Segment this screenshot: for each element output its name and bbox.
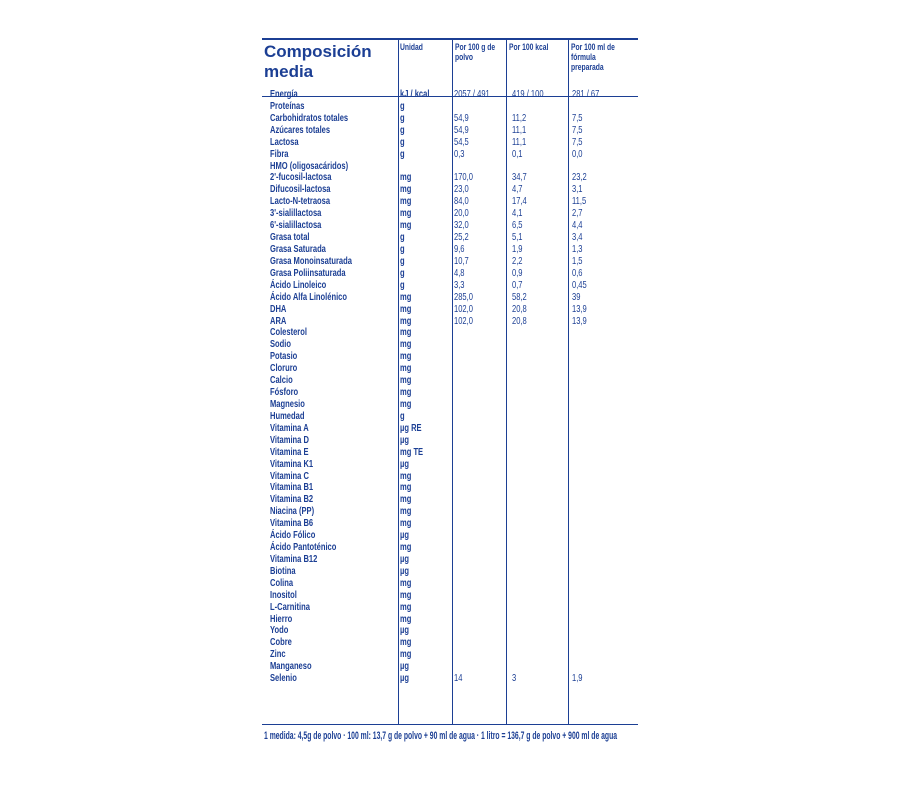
unit-cell: mg <box>400 326 412 339</box>
nutrition-table <box>262 38 638 760</box>
unit-cell: mg <box>400 386 412 399</box>
per-100ml-cell: 4,4 <box>572 219 583 232</box>
unit-cell: g <box>400 242 405 255</box>
nutrient-name: Hierro <box>270 612 293 625</box>
table-row <box>262 459 638 471</box>
per-100kcal-cell: 11,2 <box>512 111 527 124</box>
column-header-per-100ml: Por 100 ml de fórmula preparada <box>571 42 615 72</box>
unit-cell: mg <box>400 195 412 208</box>
per-100kcal-cell: 11,1 <box>512 135 527 148</box>
per-100g-cell: 23,0 <box>454 183 469 196</box>
table-row <box>262 590 638 602</box>
unit-cell: kJ / kcal <box>400 88 430 100</box>
nutrient-name: Vitamina B2 <box>270 493 314 506</box>
unit-cell: g <box>400 123 405 136</box>
table-row <box>262 602 638 614</box>
per-100ml-cell: 1,9 <box>572 672 583 685</box>
unit-cell: mg <box>400 612 412 625</box>
table-row <box>262 637 638 649</box>
table-body <box>262 89 638 685</box>
nutrient-name: Lacto-N-tetraosa <box>270 195 331 208</box>
unit-cell: mg <box>400 600 412 613</box>
nutrient-name: Lactosa <box>270 135 299 148</box>
nutrient-name: Azúcares totales <box>270 123 331 136</box>
table-row <box>262 649 638 661</box>
per-100ml-cell: 7,5 <box>572 135 583 148</box>
per-100ml-cell: 23,2 <box>572 171 587 184</box>
nutrient-name: Inositol <box>270 588 297 601</box>
unit-cell: mg <box>400 541 412 554</box>
nutrient-name: Potasio <box>270 350 298 363</box>
per-100g-cell: 4,8 <box>454 266 465 279</box>
nutrient-name: Cobre <box>270 636 292 649</box>
nutrient-name: Colesterol <box>270 326 307 339</box>
table-row <box>262 494 638 506</box>
unit-cell: mg <box>400 576 412 589</box>
unit-cell: mg <box>400 350 412 363</box>
per-100ml-cell: 0,45 <box>572 278 587 291</box>
nutrient-name: L-Carnitina <box>270 600 310 613</box>
nutrient-name: Yodo <box>270 624 289 637</box>
table-row <box>262 351 638 363</box>
unit-cell: mg <box>400 374 412 387</box>
unit-cell: mg <box>400 493 412 506</box>
unit-cell: µg <box>400 672 409 685</box>
per-100kcal-cell: 58,2 <box>512 290 527 303</box>
table-row <box>262 423 638 435</box>
per-100kcal-cell: 5,1 <box>512 231 523 244</box>
unit-cell: mg <box>400 517 412 530</box>
nutrient-name: ARA <box>270 314 287 327</box>
unit-cell: mg <box>400 207 412 220</box>
nutrient-name: Zinc <box>270 648 286 661</box>
unit-cell: µg <box>400 564 409 577</box>
nutrient-name: Humedad <box>270 409 305 422</box>
top-rule <box>262 38 638 40</box>
table-row <box>262 518 638 530</box>
nutrient-name: Vitamina A <box>270 421 309 434</box>
unit-cell: µg RE <box>400 421 422 434</box>
per-100kcal-cell: 0,1 <box>512 147 523 160</box>
per-100g-cell: 170,0 <box>454 171 473 184</box>
per-100g-cell: 54,5 <box>454 135 469 148</box>
per-100g-cell: 2057 / 491 <box>454 88 490 100</box>
per-100ml-cell: 3,4 <box>572 231 583 244</box>
table-row <box>262 614 638 626</box>
column-header-per-100g: Por 100 g de polvo <box>455 42 496 62</box>
nutrient-name: Colina <box>270 576 294 589</box>
table-row <box>262 578 638 590</box>
nutrient-name: 6'-sialillactosa <box>270 219 322 232</box>
table-row <box>262 542 638 554</box>
nutrient-name: Vitamina B12 <box>270 552 318 565</box>
per-100g-cell: 9,6 <box>454 242 465 255</box>
unit-cell: mg <box>400 362 412 375</box>
column-header-per-100kcal: Por 100 kcal <box>509 42 549 52</box>
table-row <box>262 363 638 375</box>
unit-cell: µg <box>400 624 409 637</box>
table-row <box>262 482 638 494</box>
per-100g-cell: 10,7 <box>454 254 469 267</box>
per-100g-cell: 3,3 <box>454 278 465 291</box>
nutrient-name: 3'-sialillactosa <box>270 207 322 220</box>
nutrient-name: Manganeso <box>270 660 312 673</box>
per-100ml-cell: 39 <box>572 290 581 303</box>
per-100ml-cell: 0,6 <box>572 266 583 279</box>
table-row <box>262 447 638 459</box>
nutrient-name: Grasa Saturada <box>270 242 326 255</box>
nutrient-name: Sodio <box>270 338 292 351</box>
column-header-unit: Unidad <box>400 42 423 52</box>
nutrient-name: Vitamina E <box>270 445 309 458</box>
unit-cell: mg <box>400 302 412 315</box>
unit-cell: g <box>400 254 405 267</box>
nutrient-name: Grasa Monoinsaturada <box>270 254 352 267</box>
per-100kcal-cell: 34,7 <box>512 171 527 184</box>
unit-cell: g <box>400 409 405 422</box>
per-100kcal-cell: 6,5 <box>512 219 523 232</box>
per-100g-cell: 54,9 <box>454 111 469 124</box>
nutrient-name: Selenio <box>270 672 297 685</box>
unit-cell: mg <box>400 219 412 232</box>
per-100ml-cell: 11,5 <box>572 195 587 208</box>
unit-cell: mg <box>400 171 412 184</box>
per-100ml-cell: 2,7 <box>572 207 583 220</box>
table-row <box>262 566 638 578</box>
per-100kcal-cell: 20,8 <box>512 314 527 327</box>
unit-cell: mg <box>400 481 412 494</box>
table-title: Composición media <box>264 42 372 81</box>
nutrient-name: Ácido Linoleico <box>270 278 327 291</box>
per-100kcal-cell: 20,8 <box>512 302 527 315</box>
nutrient-name: Ácido Pantoténico <box>270 541 337 554</box>
per-100kcal-cell: 419 / 100 <box>512 88 544 100</box>
per-100ml-cell: 3,1 <box>572 183 583 196</box>
per-100kcal-cell: 2,2 <box>512 254 523 267</box>
table-row <box>262 316 638 328</box>
per-100kcal-cell: 1,9 <box>512 242 523 255</box>
per-100ml-cell: 281 / 67 <box>572 88 600 100</box>
table-row <box>262 673 638 685</box>
nutrient-name: Proteínas <box>270 99 305 112</box>
per-100ml-cell: 7,5 <box>572 111 583 124</box>
unit-cell: mg <box>400 505 412 518</box>
nutrient-name: Ácido Alfa Linolénico <box>270 290 348 303</box>
unit-cell: g <box>400 278 405 291</box>
unit-cell: g <box>400 99 405 112</box>
table-row <box>262 327 638 339</box>
unit-cell: g <box>400 231 405 244</box>
nutrient-name: HMO (oligosacáridos) <box>270 159 349 172</box>
per-100g-cell: 54,9 <box>454 123 469 136</box>
unit-cell: mg <box>400 314 412 327</box>
nutrient-name: Vitamina K1 <box>270 457 314 470</box>
per-100kcal-cell: 0,9 <box>512 266 523 279</box>
table-row <box>262 625 638 637</box>
nutrient-name: 2'-fucosil-lactosa <box>270 171 332 184</box>
per-100g-cell: 84,0 <box>454 195 469 208</box>
unit-cell: g <box>400 147 405 160</box>
unit-cell: mg TE <box>400 445 424 458</box>
nutrient-name: Magnesio <box>270 397 305 410</box>
nutrient-name: Difucosil-lactosa <box>270 183 331 196</box>
table-row <box>262 387 638 399</box>
per-100ml-cell: 1,3 <box>572 242 583 255</box>
nutrient-name: Grasa Poliinsaturada <box>270 266 346 279</box>
per-100g-cell: 20,0 <box>454 207 469 220</box>
per-100g-cell: 102,0 <box>454 314 473 327</box>
per-100kcal-cell: 4,1 <box>512 207 523 220</box>
nutrient-name: Energía <box>270 88 298 100</box>
nutrient-name: Cloruro <box>270 362 298 375</box>
per-100ml-cell: 7,5 <box>572 123 583 136</box>
per-100ml-cell: 13,9 <box>572 302 587 315</box>
nutrient-name: Vitamina B6 <box>270 517 314 530</box>
unit-cell: mg <box>400 648 412 661</box>
per-100ml-cell: 0,0 <box>572 147 583 160</box>
unit-cell: µg <box>400 457 409 470</box>
unit-cell: mg <box>400 636 412 649</box>
nutrient-name: Grasa total <box>270 231 310 244</box>
nutrient-name: Fósforo <box>270 386 299 399</box>
per-100ml-cell: 1,5 <box>572 254 583 267</box>
unit-cell: g <box>400 135 405 148</box>
unit-cell: g <box>400 111 405 124</box>
table-row <box>262 89 638 101</box>
table-row <box>262 471 638 483</box>
per-100kcal-cell: 0,7 <box>512 278 523 291</box>
unit-cell: mg <box>400 338 412 351</box>
unit-cell: mg <box>400 469 412 482</box>
per-100kcal-cell: 11,1 <box>512 123 527 136</box>
unit-cell: mg <box>400 183 412 196</box>
table-row <box>262 411 638 423</box>
nutrient-name: Niacina (PP) <box>270 505 315 518</box>
unit-cell: mg <box>400 397 412 410</box>
per-100kcal-cell: 4,7 <box>512 183 523 196</box>
table-row <box>262 554 638 566</box>
unit-cell: µg <box>400 552 409 565</box>
per-100g-cell: 285,0 <box>454 290 473 303</box>
per-100kcal-cell: 17,4 <box>512 195 527 208</box>
per-100ml-cell: 13,9 <box>572 314 587 327</box>
per-100g-cell: 102,0 <box>454 302 473 315</box>
unit-cell: µg <box>400 660 409 673</box>
nutrient-name: Vitamina C <box>270 469 309 482</box>
unit-cell: µg <box>400 529 409 542</box>
nutrient-name: Fibra <box>270 147 289 160</box>
unit-cell: µg <box>400 433 409 446</box>
unit-cell: mg <box>400 290 412 303</box>
nutrient-name: Ácido Fólico <box>270 529 316 542</box>
table-row <box>262 399 638 411</box>
footer-note: 1 medida: 4,5g de polvo · 100 ml: 13,7 g de polvo + 90 ml de agua · 1 litro = 136,7 g de polvo + 900 ml de agua <box>264 730 618 742</box>
per-100g-cell: 14 <box>454 672 463 685</box>
table-row <box>262 506 638 518</box>
unit-cell: g <box>400 266 405 279</box>
nutrient-name: Calcio <box>270 374 293 387</box>
table-row <box>262 375 638 387</box>
per-100kcal-cell: 3 <box>512 672 517 685</box>
per-100g-cell: 32,0 <box>454 219 469 232</box>
unit-cell: mg <box>400 588 412 601</box>
nutrient-name: Vitamina B1 <box>270 481 314 494</box>
per-100g-cell: 0,3 <box>454 147 465 160</box>
nutrient-name: Vitamina D <box>270 433 309 446</box>
nutrient-name: Biotina <box>270 564 296 577</box>
nutrient-name: Carbohidratos totales <box>270 111 349 124</box>
table-row <box>262 435 638 447</box>
per-100g-cell: 25,2 <box>454 231 469 244</box>
table-row <box>262 339 638 351</box>
bottom-rule <box>262 724 638 725</box>
nutrient-name: DHA <box>270 302 287 315</box>
